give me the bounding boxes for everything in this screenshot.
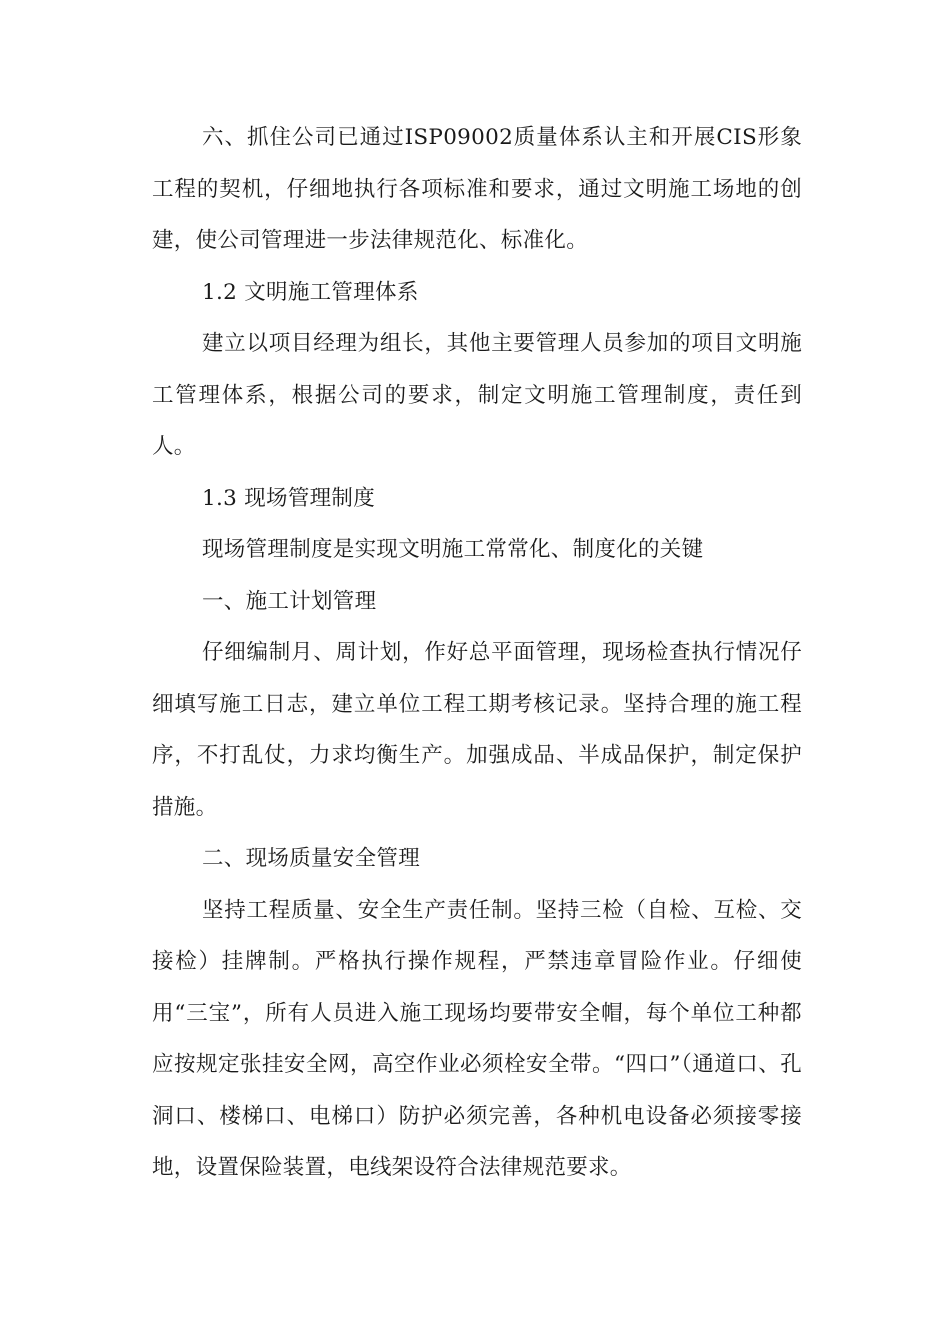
- heading-1-3: 1.3 现场管理制度: [202, 485, 376, 511]
- paragraph-site-rules-key: 现场管理制度是实现文明施工常常化、制度化的关键: [202, 537, 704, 562]
- paragraph-construction-plan: 仔细编制月、周计划，作好总平面管理，现场检查执行情况仔细填写施工日志，建立单位工程工期考核记录。坚持合理的施工程序，不打乱仗，力求均衡生产。加强成品、半成品保护，制定保护措施。: [152, 640, 802, 820]
- heading-quality-safety: 二、现场质量安全管理: [202, 846, 421, 871]
- document-body: [152, 112, 802, 1194]
- heading-1-2: 1.2 文明施工管理体系: [202, 279, 419, 305]
- paragraph-quality-safety: 坚持工程质量、安全生产责任制。坚持三检（自检、互检、交接检）挂牌制。严格执行操作规程，严禁违章冒险作业。仔细使用“三宝”，所有人员进入施工现场均要带安全帽，每个单位工种都应按规定张挂安全网，高空作业必须栓安全带。“四口”（通道口、孔洞口、楼梯口、电梯口）防护必须完善，各种机电设备必须接零接地，设置保险装置，电线架设符合法律规范要求。: [152, 897, 802, 1180]
- heading-construction-plan: 一、施工计划管理: [202, 588, 377, 614]
- paragraph-management-system: 建立以项目经理为组长，其他主要管理人员参加的项目文明施工管理体系，根据公司的要求，制定文明施工管理制度，责任到人。: [152, 331, 802, 459]
- paragraph-intro-item-six: 六、抓住公司已通过ISP09002质量体系认主和开展CIS形象工程的契机，仔细地执行各项标准和要求，通过文明施工场地的创建，使公司管理进一步法律规范化、标准化。: [152, 125, 802, 253]
